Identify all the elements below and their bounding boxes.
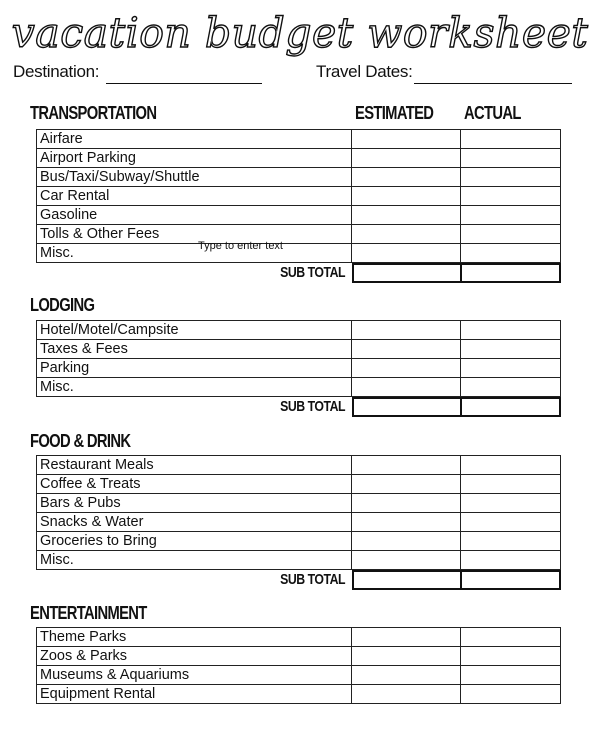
estimated-cell[interactable] bbox=[352, 149, 461, 168]
table-row bbox=[37, 628, 561, 647]
section-title-entertainment: ENTERTAINMENT bbox=[30, 603, 147, 623]
estimated-cell[interactable] bbox=[352, 475, 461, 494]
worksheet-title: vacation budget worksheet bbox=[11, 9, 589, 57]
lodging-table bbox=[36, 320, 561, 397]
actual-cell[interactable] bbox=[461, 456, 561, 475]
subtotal-estimated-lodging[interactable] bbox=[352, 397, 462, 417]
table-row bbox=[37, 494, 561, 513]
item-label: Bars & Pubs bbox=[37, 494, 352, 513]
estimated-cell[interactable] bbox=[352, 378, 461, 397]
actual-cell[interactable] bbox=[461, 532, 561, 551]
destination-label: Destination: bbox=[13, 62, 100, 81]
estimated-cell[interactable] bbox=[352, 244, 461, 263]
subtotal-estimated-food-drink[interactable] bbox=[352, 570, 462, 590]
table-row bbox=[37, 513, 561, 532]
item-label: Taxes & Fees bbox=[37, 340, 352, 359]
estimated-cell[interactable] bbox=[352, 359, 461, 378]
estimated-cell[interactable] bbox=[352, 340, 461, 359]
actual-cell[interactable] bbox=[461, 244, 561, 263]
item-label: Theme Parks bbox=[37, 628, 352, 647]
item-label: Misc. bbox=[37, 551, 352, 570]
actual-cell[interactable] bbox=[461, 206, 561, 225]
table-row bbox=[37, 187, 561, 206]
table-row bbox=[37, 130, 561, 149]
estimated-cell[interactable] bbox=[352, 225, 461, 244]
travel-dates-label: Travel Dates: bbox=[316, 62, 413, 81]
text-box-placeholder[interactable]: Type to enter text bbox=[198, 240, 283, 252]
item-label: Airfare bbox=[37, 130, 352, 149]
table-row bbox=[37, 475, 561, 494]
item-label: Hotel/Motel/Campsite bbox=[37, 321, 352, 340]
item-label: Misc. bbox=[37, 244, 352, 263]
item-label: Bus/Taxi/Subway/Shuttle bbox=[37, 168, 352, 187]
actual-cell[interactable] bbox=[461, 628, 561, 647]
table-row bbox=[37, 647, 561, 666]
actual-cell[interactable] bbox=[461, 225, 561, 244]
table-row bbox=[37, 244, 561, 263]
item-label: Airport Parking bbox=[37, 149, 352, 168]
estimated-cell[interactable] bbox=[352, 532, 461, 551]
item-label: Snacks & Water bbox=[37, 513, 352, 532]
estimated-cell[interactable] bbox=[352, 647, 461, 666]
table-row bbox=[37, 685, 561, 704]
actual-cell[interactable] bbox=[461, 130, 561, 149]
estimated-cell[interactable] bbox=[352, 168, 461, 187]
item-label: Coffee & Treats bbox=[37, 475, 352, 494]
item-label: Zoos & Parks bbox=[37, 647, 352, 666]
actual-cell[interactable] bbox=[461, 513, 561, 532]
estimated-cell[interactable] bbox=[352, 513, 461, 532]
table-row bbox=[37, 168, 561, 187]
estimated-cell[interactable] bbox=[352, 187, 461, 206]
item-label: Misc. bbox=[37, 378, 352, 397]
subtotal-estimated-transportation[interactable] bbox=[352, 263, 462, 283]
item-label: Tolls & Other Fees bbox=[37, 225, 352, 244]
actual-cell[interactable] bbox=[461, 551, 561, 570]
estimated-cell[interactable] bbox=[352, 494, 461, 513]
item-label: Groceries to Bring bbox=[37, 532, 352, 551]
table-row bbox=[37, 225, 561, 244]
entertainment-table bbox=[36, 627, 561, 704]
estimated-cell[interactable] bbox=[352, 551, 461, 570]
table-row bbox=[37, 378, 561, 397]
table-row bbox=[37, 532, 561, 551]
actual-cell[interactable] bbox=[461, 494, 561, 513]
actual-cell[interactable] bbox=[461, 475, 561, 494]
estimated-cell[interactable] bbox=[352, 628, 461, 647]
estimated-cell[interactable] bbox=[352, 456, 461, 475]
table-row bbox=[37, 666, 561, 685]
item-label: Car Rental bbox=[37, 187, 352, 206]
section-title-transportation: TRANSPORTATION bbox=[30, 103, 157, 123]
actual-cell[interactable] bbox=[461, 340, 561, 359]
actual-cell[interactable] bbox=[461, 168, 561, 187]
actual-column-header: ACTUAL bbox=[464, 103, 521, 123]
subtotal-actual-food-drink[interactable] bbox=[460, 570, 561, 590]
actual-cell[interactable] bbox=[461, 685, 561, 704]
food-drink-table bbox=[36, 455, 561, 570]
section-title-food-drink: FOOD & DRINK bbox=[30, 431, 131, 451]
actual-cell[interactable] bbox=[461, 647, 561, 666]
subtotal-label-food-drink: SUB TOTAL bbox=[280, 571, 345, 588]
destination-field[interactable] bbox=[106, 83, 262, 84]
estimated-cell[interactable] bbox=[352, 666, 461, 685]
table-row bbox=[37, 456, 561, 475]
table-row bbox=[37, 321, 561, 340]
actual-cell[interactable] bbox=[461, 378, 561, 397]
actual-cell[interactable] bbox=[461, 187, 561, 206]
table-row bbox=[37, 359, 561, 378]
actual-cell[interactable] bbox=[461, 359, 561, 378]
table-row bbox=[37, 551, 561, 570]
estimated-column-header: ESTIMATED bbox=[355, 103, 434, 123]
actual-cell[interactable] bbox=[461, 149, 561, 168]
actual-cell[interactable] bbox=[461, 666, 561, 685]
table-row bbox=[37, 149, 561, 168]
subtotal-actual-transportation[interactable] bbox=[460, 263, 561, 283]
transportation-table bbox=[36, 129, 561, 263]
item-label: Museums & Aquariums bbox=[37, 666, 352, 685]
subtotal-label-transportation: SUB TOTAL bbox=[280, 264, 345, 281]
subtotal-actual-lodging[interactable] bbox=[460, 397, 561, 417]
estimated-cell[interactable] bbox=[352, 130, 461, 149]
item-label: Restaurant Meals bbox=[37, 456, 352, 475]
table-row bbox=[37, 206, 561, 225]
estimated-cell[interactable] bbox=[352, 206, 461, 225]
subtotal-label-lodging: SUB TOTAL bbox=[280, 398, 345, 415]
item-label: Gasoline bbox=[37, 206, 352, 225]
estimated-cell[interactable] bbox=[352, 321, 461, 340]
estimated-cell[interactable] bbox=[352, 685, 461, 704]
actual-cell[interactable] bbox=[461, 321, 561, 340]
item-label: Equipment Rental bbox=[37, 685, 352, 704]
table-row bbox=[37, 340, 561, 359]
section-title-lodging: LODGING bbox=[30, 295, 95, 315]
item-label: Parking bbox=[37, 359, 352, 378]
travel-dates-field[interactable] bbox=[414, 83, 572, 84]
